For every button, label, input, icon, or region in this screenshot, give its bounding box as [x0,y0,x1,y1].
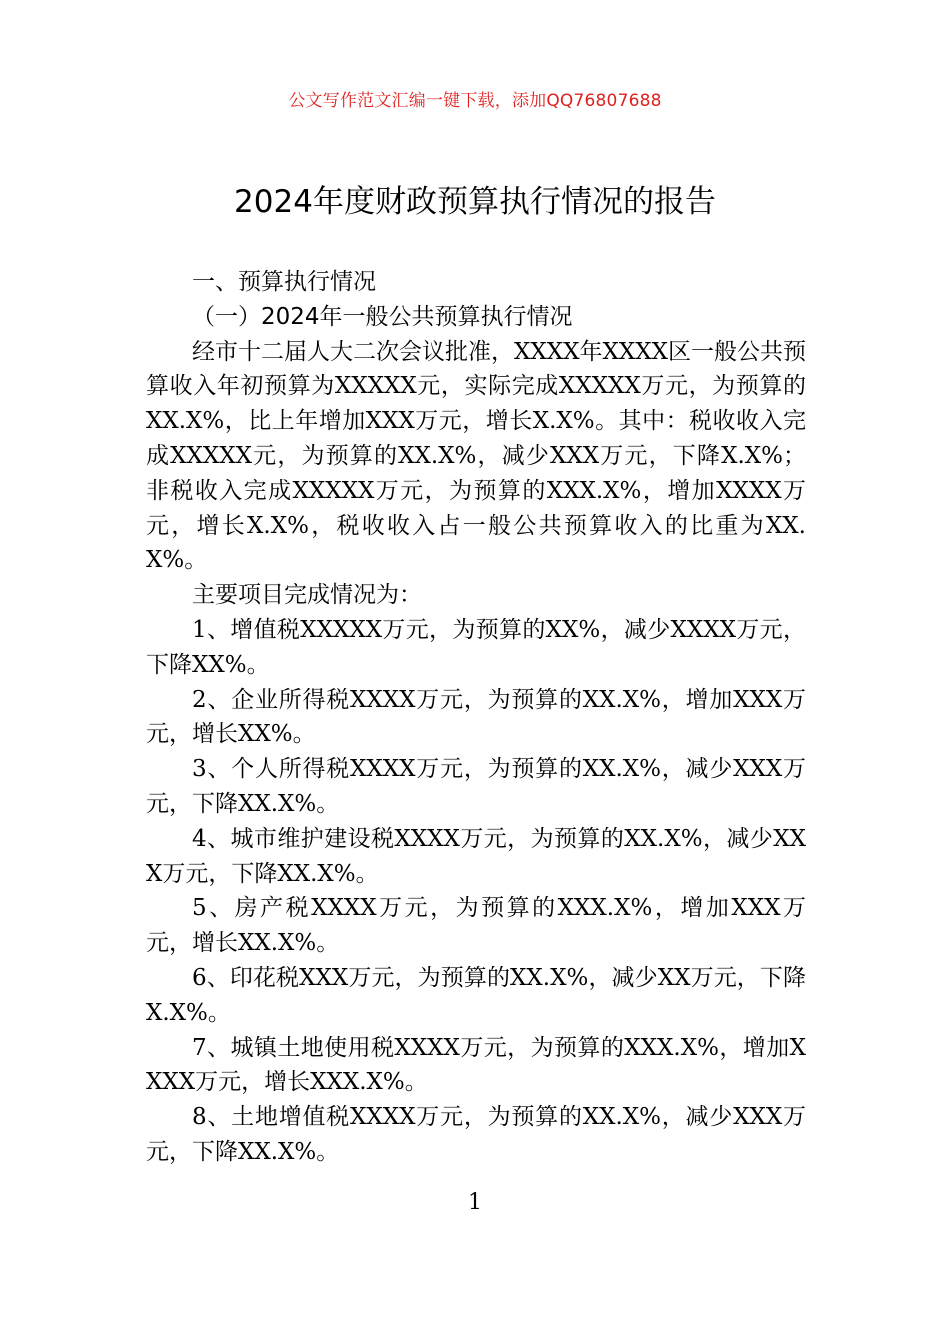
list-item: 8、土地增值税XXXX万元，为预算的XX.X%，减少XXX万元，下降XX.X%。 [146,1104,806,1165]
subsection-heading: （一）2024年一般公共预算执行情况 [192,303,573,330]
list-item: 2、企业所得税XXXX万元，为预算的XX.X%，增加XXX万元，增长XX%。 [146,686,806,748]
list-item: 7、城镇土地使用税XXXX万元，为预算的XXX.X%，增加XXXX万元，增长XXX.X%。 [146,1034,806,1096]
list-item: 4、城市维护建设税XXXX万元，为预算的XX.X%，减少XXX万元，下降XX.X%。 [146,825,806,887]
list-item: 1、增值税XXXXX万元，为预算的XX%，减少XXXX万元，下降XX%。 [146,616,806,678]
download-banner: 公文写作范文汇编一键下载，添加QQ76807688 [288,91,662,111]
list-item: 6、印花税XXX万元，为预算的XX.X%，减少XX万元，下降X.X%。 [146,964,806,1026]
list-item: 3、个人所得税XXXX万元，为预算的XX.X%，减少XXX万元，下降XX.X%。 [146,756,806,817]
page-number: 1 [468,1190,482,1215]
document-title: 2024年度财政预算执行情况的报告 [234,184,716,220]
section-heading: 一、预算执行情况 [192,269,376,295]
list-item: 5、房产税XXXX万元，为预算的XXX.X%，增加XXX万元，增长XX.X%。 [146,895,806,957]
list-intro: 主要项目完成情况为： [192,582,422,609]
body-paragraph: 经市十二届人大二次会议批准，XXXX年XXXX区一般公共预算收入年初预算为XXXXX元，实际完成XXXXX万元，为预算的XX.X%，比上年增加XXX万元，增长X.X%。其中：税收收入完成XXXXX元，为预算的XX.X%，减少XXX万元，下降X.X%；非税收入完成XXXXX万元，为预算的XXX.X%，增加XXXX万元，增长X.X%，税收收入占一般公共预算收入的比重为XX.X%。 [146,338,806,574]
document-body [146,265,806,1170]
